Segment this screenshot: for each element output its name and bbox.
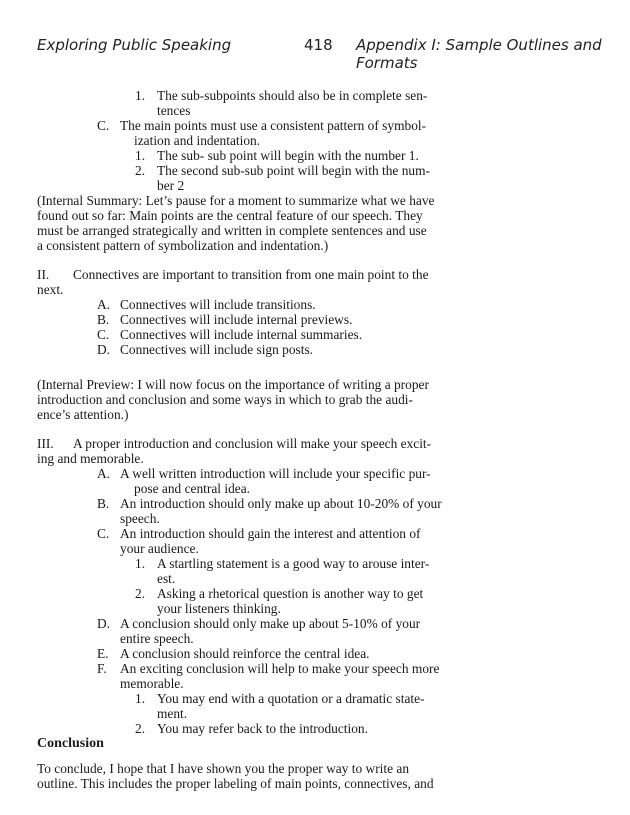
list-marker: E. [97, 646, 109, 661]
list-marker: 2. [135, 163, 146, 178]
item-text: An exciting conclusion will help to make your speech more [120, 661, 440, 676]
list-marker: 1. [135, 691, 146, 706]
list-marker: 2. [135, 586, 146, 601]
list-marker: A. [97, 297, 111, 312]
sub-subpoint [37, 163, 447, 193]
item-text: Connectives will include internal previews. [120, 312, 353, 327]
subpoint [37, 312, 447, 327]
list-marker: B. [97, 312, 110, 327]
item-text: Connectives are important to transition from one main point to the [73, 267, 429, 282]
paragraph-line: To conclude, I hope that I have shown you the proper way to write an [37, 761, 410, 776]
item-text-cont: speech. [120, 511, 160, 526]
list-marker: D. [97, 616, 111, 631]
item-text-cont: entire speech. [120, 631, 194, 646]
subpoint [37, 496, 447, 526]
list-marker: C. [97, 327, 110, 342]
running-header-left: Exploring Public Speaking [37, 36, 232, 54]
subpoint [37, 118, 447, 148]
running-header-right: Appendix I: Sample Outlines and Formats [356, 36, 602, 72]
paragraph-line: outline. This includes the proper labeling of main points, connectives, and [37, 776, 434, 791]
list-marker: 1. [135, 148, 146, 163]
item-text: An introduction should only make up about 10-20% of your [120, 496, 442, 511]
item-text: A proper introduction and conclusion will make your speech excit- [73, 436, 432, 451]
list-marker: 2. [135, 721, 146, 736]
subpoint [37, 526, 447, 556]
sub-subpoint [37, 586, 447, 616]
list-marker: 1. [135, 556, 146, 571]
item-text-cont: ing and memorable. [37, 451, 144, 466]
sub-subpoint [37, 148, 447, 163]
internal-summary [37, 193, 447, 253]
item-text: A startling statement is a good way to arouse inter- [157, 556, 430, 571]
list-marker: F. [97, 661, 107, 676]
paragraph-line: (Internal Summary: Let’s pause for a moment to summarize what we have [37, 193, 435, 208]
list-marker: II. [37, 267, 50, 282]
item-text: A conclusion should reinforce the central idea. [120, 646, 370, 661]
item-text: The second sub-sub point will begin with the num- [157, 163, 430, 178]
list-marker: III. [37, 436, 54, 451]
item-text-cont: pose and central idea. [134, 481, 250, 496]
paragraph-line: ence’s attention.) [37, 407, 129, 422]
item-text: Connectives will include transitions. [120, 297, 316, 312]
item-text: An introduction should gain the interest and attention of [120, 526, 421, 541]
item-text-cont: tences [157, 103, 191, 118]
list-marker: B. [97, 496, 110, 511]
list-marker: D. [97, 342, 111, 357]
subpoint [37, 466, 447, 496]
item-text: The main points must use a consistent pattern of symbol- [120, 118, 427, 133]
subpoint [37, 297, 447, 312]
item-text-cont: est. [157, 571, 176, 586]
item-text: A conclusion should only make up about 5-10% of your [120, 616, 421, 631]
subpoint [37, 646, 447, 661]
item-text-cont: ment. [157, 706, 188, 721]
item-text: Connectives will include sign posts. [120, 342, 314, 357]
paragraph-line: a consistent pattern of symbolization and indentation.) [37, 238, 329, 253]
list-marker: 1. [135, 88, 146, 103]
item-text-cont: your audience. [120, 541, 199, 556]
conclusion-paragraph [37, 761, 447, 791]
section-heading-conclusion: Conclusion [37, 736, 104, 751]
list-marker: C. [97, 526, 110, 541]
outline-body [37, 88, 447, 791]
paragraph-line: must be arranged strategically and written in complete sentences and use [37, 223, 427, 238]
main-point [37, 267, 447, 297]
paragraph-line: found out so far: Main points are the central feature of our speech. They [37, 208, 423, 223]
subpoint [37, 661, 447, 691]
list-marker: C. [97, 118, 110, 133]
item-text-cont: ber 2 [157, 178, 185, 193]
subpoint [37, 342, 447, 357]
item-text-cont: ization and indentation. [134, 133, 261, 148]
paragraph-line: introduction and conclusion and some ways in which to grab the audi- [37, 392, 413, 407]
item-text-cont: memorable. [120, 676, 184, 691]
item-text: The sub- sub point will begin with the number 1. [157, 148, 419, 163]
item-text: Connectives will include internal summaries. [120, 327, 363, 342]
item-text: A well written introduction will include your specific pur- [120, 466, 431, 481]
subpoint [37, 616, 447, 646]
list-marker: A. [97, 466, 111, 481]
paragraph-line: (Internal Preview: I will now focus on the importance of writing a proper [37, 377, 429, 392]
sub-subpoint [37, 556, 447, 586]
item-text-cont: next. [37, 282, 64, 297]
item-text: You may end with a quotation or a dramatic state- [157, 691, 425, 706]
main-point [37, 436, 447, 466]
sub-subpoint [37, 88, 447, 118]
subpoint [37, 327, 447, 342]
internal-preview [37, 377, 447, 422]
item-text-cont: your listeners thinking. [157, 601, 281, 616]
page-number: 418 [304, 36, 333, 54]
item-text: Asking a rhetorical question is another way to get [157, 586, 424, 601]
sub-subpoint [37, 721, 447, 736]
sub-subpoint [37, 691, 447, 721]
item-text: The sub-subpoints should also be in complete sen- [157, 88, 428, 103]
item-text: You may refer back to the introduction. [157, 721, 368, 736]
